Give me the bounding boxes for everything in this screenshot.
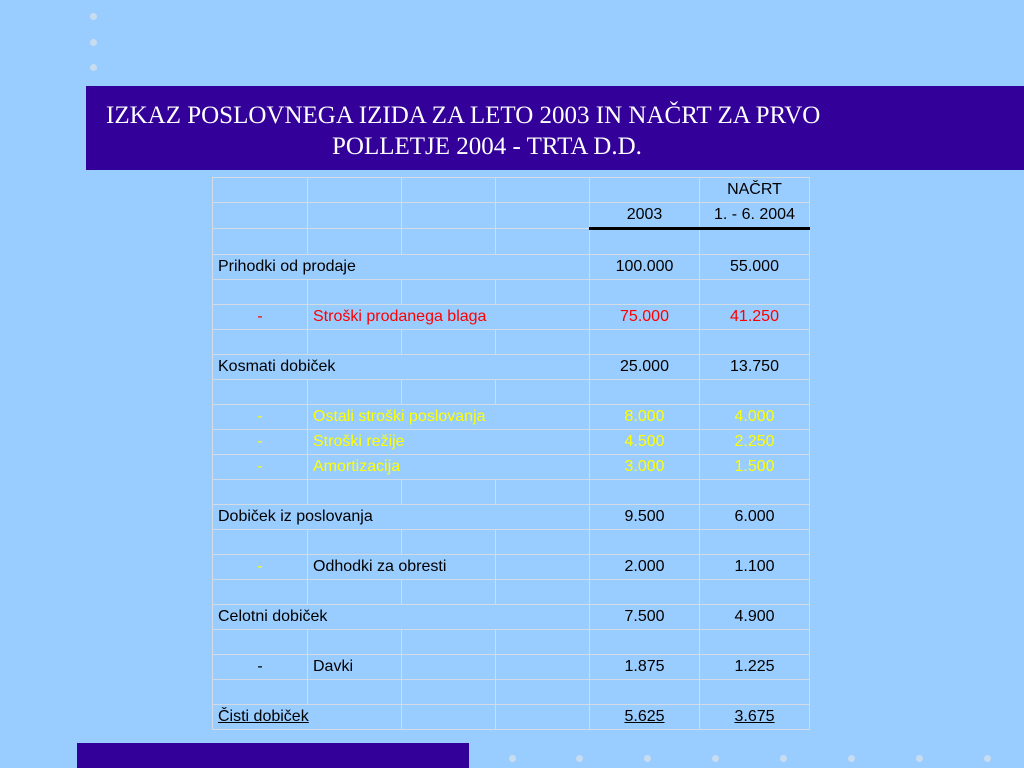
decorative-dot xyxy=(984,755,991,762)
net-profit-label: Čisti dobiček xyxy=(218,708,309,725)
value-2004: 13.750 xyxy=(700,355,810,380)
table-row xyxy=(213,505,810,530)
value-2004 xyxy=(700,705,810,730)
row-label: Odhodki za obresti xyxy=(308,555,496,580)
dash-marker: - xyxy=(213,455,308,480)
table-row xyxy=(213,555,810,580)
title-line-2: POLLETJE 2004 - TRTA D.D. xyxy=(332,133,642,160)
table-row xyxy=(213,203,810,229)
net-profit-2004: 3.675 xyxy=(734,708,775,725)
table-row xyxy=(213,630,810,655)
column-header-2004: 1. - 6. 2004 xyxy=(700,203,810,229)
bottom-bar xyxy=(77,743,469,768)
row-label: Ostali stroški poslovanja xyxy=(308,405,590,430)
decorative-dot xyxy=(916,755,923,762)
table-row xyxy=(213,605,810,630)
decorative-dot xyxy=(90,13,97,20)
dash-marker: - xyxy=(213,555,308,580)
table-row xyxy=(213,229,810,255)
decorative-dot xyxy=(712,755,719,762)
decorative-dot xyxy=(576,755,583,762)
value-2003 xyxy=(590,705,700,730)
dash-marker: - xyxy=(213,430,308,455)
table-row xyxy=(213,655,810,680)
value-2003: 75.000 xyxy=(590,305,700,330)
value-2003: 7.500 xyxy=(590,605,700,630)
table-row xyxy=(213,580,810,605)
row-label: Dobiček iz poslovanja xyxy=(213,505,590,530)
table-row xyxy=(213,530,810,555)
column-header-2003: 2003 xyxy=(590,203,700,229)
decorative-dot xyxy=(90,39,97,46)
table-row xyxy=(213,255,810,280)
value-2003: 25.000 xyxy=(590,355,700,380)
row-label: Stroški režije xyxy=(308,430,590,455)
table-row xyxy=(213,280,810,305)
value-2004: 1.225 xyxy=(700,655,810,680)
table-row xyxy=(213,330,810,355)
decorative-dot xyxy=(644,755,651,762)
title-bar xyxy=(86,86,1024,170)
value-2003: 1.875 xyxy=(590,655,700,680)
value-2004: 1.500 xyxy=(700,455,810,480)
row-label: Davki xyxy=(308,655,402,680)
row-label xyxy=(213,705,402,730)
table-row xyxy=(213,480,810,505)
value-2004: 1.100 xyxy=(700,555,810,580)
plan-header: NAČRT xyxy=(700,178,810,203)
decorative-dot xyxy=(90,64,97,71)
dash-marker: - xyxy=(213,655,308,680)
value-2004: 4.900 xyxy=(700,605,810,630)
value-2003: 2.000 xyxy=(590,555,700,580)
decorative-dot xyxy=(848,755,855,762)
decorative-dot xyxy=(780,755,787,762)
dash-marker: - xyxy=(213,405,308,430)
title-line-1: IZKAZ POSLOVNEGA IZIDA ZA LETO 2003 IN NAČRT ZA PRVO xyxy=(106,102,821,129)
income-statement-table xyxy=(212,177,810,730)
dash-marker: - xyxy=(213,305,308,330)
table-row xyxy=(213,305,810,330)
table-row xyxy=(213,405,810,430)
value-2003: 3.000 xyxy=(590,455,700,480)
table-row xyxy=(213,705,810,730)
value-2004: 4.000 xyxy=(700,405,810,430)
value-2004: 55.000 xyxy=(700,255,810,280)
value-2003: 8.000 xyxy=(590,405,700,430)
row-label: Amortizacija xyxy=(308,455,590,480)
value-2004: 6.000 xyxy=(700,505,810,530)
table-row xyxy=(213,680,810,705)
value-2004: 2.250 xyxy=(700,430,810,455)
value-2003: 100.000 xyxy=(590,255,700,280)
row-label: Celotni dobiček xyxy=(213,605,590,630)
table-row xyxy=(213,355,810,380)
table-row xyxy=(213,430,810,455)
value-2004: 41.250 xyxy=(700,305,810,330)
net-profit-2003: 5.625 xyxy=(624,708,665,725)
row-label: Stroški prodanega blaga xyxy=(308,305,590,330)
table-row xyxy=(213,178,810,203)
row-label: Prihodki od prodaje xyxy=(213,255,590,280)
table-row xyxy=(213,380,810,405)
value-2003: 9.500 xyxy=(590,505,700,530)
table-row xyxy=(213,455,810,480)
value-2003: 4.500 xyxy=(590,430,700,455)
row-label: Kosmati dobiček xyxy=(213,355,590,380)
decorative-dot xyxy=(509,755,516,762)
